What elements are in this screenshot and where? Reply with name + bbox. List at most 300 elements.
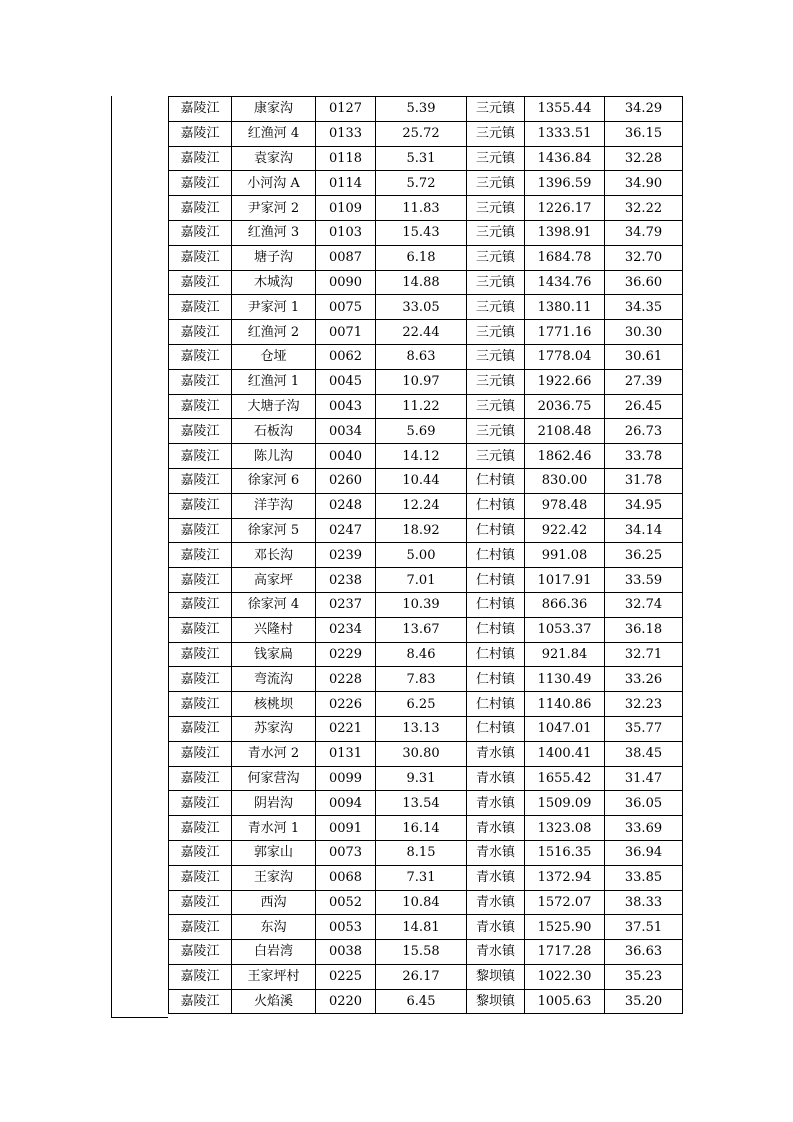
- table-row: [169, 716, 683, 741]
- table-row: [169, 518, 683, 543]
- town-cell: 青水镇: [467, 766, 525, 791]
- town-cell: 仁村镇: [467, 592, 525, 617]
- town-cell: 青水镇: [467, 791, 525, 816]
- name-cell: 核桃坝: [232, 692, 316, 717]
- length-cell: 1017.91: [525, 568, 605, 593]
- slope-cell: 26.73: [605, 419, 683, 444]
- length-cell: 1572.07: [525, 890, 605, 915]
- table-row: [169, 97, 683, 122]
- table-row: [169, 444, 683, 469]
- name-cell: 石板沟: [232, 419, 316, 444]
- town-cell: 仁村镇: [467, 518, 525, 543]
- table-row: [169, 915, 683, 940]
- area-cell: 10.97: [376, 369, 467, 394]
- table-row: [169, 617, 683, 642]
- length-cell: 1022.30: [525, 964, 605, 989]
- name-cell: 阴岩沟: [232, 791, 316, 816]
- basin-cell: 嘉陵江: [169, 692, 232, 717]
- length-cell: 1509.09: [525, 791, 605, 816]
- area-cell: 14.12: [376, 444, 467, 469]
- slope-cell: 36.25: [605, 543, 683, 568]
- table-row: [169, 568, 683, 593]
- area-cell: 13.54: [376, 791, 467, 816]
- length-cell: 1655.42: [525, 766, 605, 791]
- town-cell: 仁村镇: [467, 468, 525, 493]
- table-row: [169, 245, 683, 270]
- basin-cell: 嘉陵江: [169, 741, 232, 766]
- area-cell: 11.83: [376, 196, 467, 221]
- length-cell: 1516.35: [525, 840, 605, 865]
- slope-cell: 30.30: [605, 320, 683, 345]
- area-cell: 5.31: [376, 146, 467, 171]
- area-cell: 30.80: [376, 741, 467, 766]
- basin-cell: 嘉陵江: [169, 295, 232, 320]
- town-cell: 三元镇: [467, 245, 525, 270]
- basin-cell: 嘉陵江: [169, 840, 232, 865]
- basin-cell: 嘉陵江: [169, 667, 232, 692]
- table-row: [169, 543, 683, 568]
- outer-merged-column-left-border: [111, 96, 112, 1018]
- code-cell: 0226: [316, 692, 376, 717]
- name-cell: 陈儿沟: [232, 444, 316, 469]
- code-cell: 0127: [316, 97, 376, 122]
- basin-cell: 嘉陵江: [169, 320, 232, 345]
- name-cell: 青水河 2: [232, 741, 316, 766]
- code-cell: 0234: [316, 617, 376, 642]
- slope-cell: 37.51: [605, 915, 683, 940]
- town-cell: 三元镇: [467, 344, 525, 369]
- table-row: [169, 592, 683, 617]
- code-cell: 0071: [316, 320, 376, 345]
- length-cell: 1130.49: [525, 667, 605, 692]
- code-cell: 0053: [316, 915, 376, 940]
- slope-cell: 34.29: [605, 97, 683, 122]
- name-cell: 徐家河 4: [232, 592, 316, 617]
- length-cell: 1355.44: [525, 97, 605, 122]
- basin-cell: 嘉陵江: [169, 493, 232, 518]
- code-cell: 0228: [316, 667, 376, 692]
- basin-cell: 嘉陵江: [169, 270, 232, 295]
- basin-cell: 嘉陵江: [169, 617, 232, 642]
- code-cell: 0221: [316, 716, 376, 741]
- name-cell: 袁家沟: [232, 146, 316, 171]
- slope-cell: 36.15: [605, 121, 683, 146]
- town-cell: 仁村镇: [467, 617, 525, 642]
- slope-cell: 35.20: [605, 989, 683, 1014]
- town-cell: 三元镇: [467, 146, 525, 171]
- name-cell: 青水河 1: [232, 816, 316, 841]
- town-cell: 仁村镇: [467, 667, 525, 692]
- basin-cell: 嘉陵江: [169, 865, 232, 890]
- table-row: [169, 865, 683, 890]
- code-cell: 0090: [316, 270, 376, 295]
- town-cell: 三元镇: [467, 97, 525, 122]
- town-cell: 仁村镇: [467, 642, 525, 667]
- code-cell: 0034: [316, 419, 376, 444]
- area-cell: 8.63: [376, 344, 467, 369]
- slope-cell: 36.60: [605, 270, 683, 295]
- basin-cell: 嘉陵江: [169, 394, 232, 419]
- area-cell: 14.88: [376, 270, 467, 295]
- slope-cell: 34.35: [605, 295, 683, 320]
- name-cell: 徐家河 5: [232, 518, 316, 543]
- town-cell: 三元镇: [467, 220, 525, 245]
- name-cell: 苏家沟: [232, 716, 316, 741]
- area-cell: 8.15: [376, 840, 467, 865]
- town-cell: 三元镇: [467, 444, 525, 469]
- basin-cell: 嘉陵江: [169, 915, 232, 940]
- area-cell: 8.46: [376, 642, 467, 667]
- name-cell: 白岩湾: [232, 940, 316, 965]
- table-row: [169, 642, 683, 667]
- name-cell: 东沟: [232, 915, 316, 940]
- table-row: [169, 146, 683, 171]
- code-cell: 0075: [316, 295, 376, 320]
- name-cell: 钱家扁: [232, 642, 316, 667]
- name-cell: 洋芋沟: [232, 493, 316, 518]
- name-cell: 王家坪村: [232, 964, 316, 989]
- table-row: [169, 940, 683, 965]
- table-row: [169, 121, 683, 146]
- town-cell: 青水镇: [467, 865, 525, 890]
- basin-cell: 嘉陵江: [169, 444, 232, 469]
- slope-cell: 32.22: [605, 196, 683, 221]
- length-cell: 1778.04: [525, 344, 605, 369]
- basin-cell: 嘉陵江: [169, 146, 232, 171]
- code-cell: 0103: [316, 220, 376, 245]
- code-cell: 0114: [316, 171, 376, 196]
- slope-cell: 33.78: [605, 444, 683, 469]
- town-cell: 三元镇: [467, 295, 525, 320]
- watershed-data-table: [168, 96, 683, 1014]
- area-cell: 6.18: [376, 245, 467, 270]
- table-row: [169, 816, 683, 841]
- basin-cell: 嘉陵江: [169, 940, 232, 965]
- name-cell: 兴隆村: [232, 617, 316, 642]
- table-row: [169, 295, 683, 320]
- town-cell: 青水镇: [467, 890, 525, 915]
- slope-cell: 34.90: [605, 171, 683, 196]
- code-cell: 0237: [316, 592, 376, 617]
- town-cell: 三元镇: [467, 171, 525, 196]
- slope-cell: 33.85: [605, 865, 683, 890]
- code-cell: 0040: [316, 444, 376, 469]
- name-cell: 康家沟: [232, 97, 316, 122]
- name-cell: 西沟: [232, 890, 316, 915]
- basin-cell: 嘉陵江: [169, 816, 232, 841]
- slope-cell: 38.33: [605, 890, 683, 915]
- slope-cell: 33.59: [605, 568, 683, 593]
- name-cell: 塘子沟: [232, 245, 316, 270]
- name-cell: 火焰溪: [232, 989, 316, 1014]
- basin-cell: 嘉陵江: [169, 121, 232, 146]
- name-cell: 邓长沟: [232, 543, 316, 568]
- length-cell: 1434.76: [525, 270, 605, 295]
- slope-cell: 32.70: [605, 245, 683, 270]
- code-cell: 0109: [316, 196, 376, 221]
- name-cell: 弯流沟: [232, 667, 316, 692]
- slope-cell: 26.45: [605, 394, 683, 419]
- name-cell: 红渔河 3: [232, 220, 316, 245]
- basin-cell: 嘉陵江: [169, 468, 232, 493]
- table-row: [169, 493, 683, 518]
- code-cell: 0225: [316, 964, 376, 989]
- area-cell: 26.17: [376, 964, 467, 989]
- name-cell: 红渔河 2: [232, 320, 316, 345]
- length-cell: 991.08: [525, 543, 605, 568]
- basin-cell: 嘉陵江: [169, 568, 232, 593]
- length-cell: 1862.46: [525, 444, 605, 469]
- table-row: [169, 270, 683, 295]
- slope-cell: 32.28: [605, 146, 683, 171]
- area-cell: 10.39: [376, 592, 467, 617]
- code-cell: 0239: [316, 543, 376, 568]
- length-cell: 921.84: [525, 642, 605, 667]
- table-row: [169, 196, 683, 221]
- table-row: [169, 468, 683, 493]
- area-cell: 10.84: [376, 890, 467, 915]
- slope-cell: 33.26: [605, 667, 683, 692]
- table-row: [169, 964, 683, 989]
- area-cell: 5.00: [376, 543, 467, 568]
- area-cell: 16.14: [376, 816, 467, 841]
- slope-cell: 31.78: [605, 468, 683, 493]
- table-row: [169, 989, 683, 1014]
- name-cell: 红渔河 1: [232, 369, 316, 394]
- area-cell: 10.44: [376, 468, 467, 493]
- length-cell: 1922.66: [525, 369, 605, 394]
- length-cell: 1396.59: [525, 171, 605, 196]
- length-cell: 866.36: [525, 592, 605, 617]
- slope-cell: 32.23: [605, 692, 683, 717]
- code-cell: 0062: [316, 344, 376, 369]
- basin-cell: 嘉陵江: [169, 543, 232, 568]
- slope-cell: 32.74: [605, 592, 683, 617]
- code-cell: 0043: [316, 394, 376, 419]
- table-row: [169, 171, 683, 196]
- code-cell: 0118: [316, 146, 376, 171]
- area-cell: 15.43: [376, 220, 467, 245]
- name-cell: 仓垭: [232, 344, 316, 369]
- area-cell: 12.24: [376, 493, 467, 518]
- code-cell: 0238: [316, 568, 376, 593]
- area-cell: 18.92: [376, 518, 467, 543]
- table-row: [169, 344, 683, 369]
- name-cell: 尹家河 1: [232, 295, 316, 320]
- basin-cell: 嘉陵江: [169, 344, 232, 369]
- town-cell: 仁村镇: [467, 692, 525, 717]
- area-cell: 33.05: [376, 295, 467, 320]
- area-cell: 5.72: [376, 171, 467, 196]
- length-cell: 1333.51: [525, 121, 605, 146]
- area-cell: 15.58: [376, 940, 467, 965]
- length-cell: 830.00: [525, 468, 605, 493]
- length-cell: 1380.11: [525, 295, 605, 320]
- town-cell: 三元镇: [467, 270, 525, 295]
- code-cell: 0247: [316, 518, 376, 543]
- length-cell: 1140.86: [525, 692, 605, 717]
- area-cell: 7.83: [376, 667, 467, 692]
- length-cell: 1436.84: [525, 146, 605, 171]
- slope-cell: 36.94: [605, 840, 683, 865]
- basin-cell: 嘉陵江: [169, 419, 232, 444]
- code-cell: 0038: [316, 940, 376, 965]
- length-cell: 1372.94: [525, 865, 605, 890]
- town-cell: 仁村镇: [467, 493, 525, 518]
- code-cell: 0133: [316, 121, 376, 146]
- code-cell: 0094: [316, 791, 376, 816]
- area-cell: 13.13: [376, 716, 467, 741]
- outer-merged-column-bottom-border: [111, 1017, 168, 1018]
- town-cell: 三元镇: [467, 419, 525, 444]
- area-cell: 14.81: [376, 915, 467, 940]
- area-cell: 25.72: [376, 121, 467, 146]
- slope-cell: 30.61: [605, 344, 683, 369]
- length-cell: 1053.37: [525, 617, 605, 642]
- slope-cell: 34.95: [605, 493, 683, 518]
- name-cell: 郭家山: [232, 840, 316, 865]
- table-row: [169, 667, 683, 692]
- table-row: [169, 766, 683, 791]
- town-cell: 黎坝镇: [467, 989, 525, 1014]
- town-cell: 三元镇: [467, 121, 525, 146]
- length-cell: 978.48: [525, 493, 605, 518]
- slope-cell: 36.63: [605, 940, 683, 965]
- length-cell: 1398.91: [525, 220, 605, 245]
- length-cell: 922.42: [525, 518, 605, 543]
- table-row: [169, 692, 683, 717]
- town-cell: 青水镇: [467, 741, 525, 766]
- town-cell: 青水镇: [467, 940, 525, 965]
- name-cell: 高家坪: [232, 568, 316, 593]
- town-cell: 仁村镇: [467, 568, 525, 593]
- slope-cell: 35.23: [605, 964, 683, 989]
- basin-cell: 嘉陵江: [169, 245, 232, 270]
- code-cell: 0068: [316, 865, 376, 890]
- town-cell: 黎坝镇: [467, 964, 525, 989]
- length-cell: 2036.75: [525, 394, 605, 419]
- area-cell: 9.31: [376, 766, 467, 791]
- length-cell: 1323.08: [525, 816, 605, 841]
- table-body: [169, 97, 683, 1014]
- length-cell: 2108.48: [525, 419, 605, 444]
- basin-cell: 嘉陵江: [169, 890, 232, 915]
- slope-cell: 34.79: [605, 220, 683, 245]
- area-cell: 5.39: [376, 97, 467, 122]
- area-cell: 5.69: [376, 419, 467, 444]
- code-cell: 0229: [316, 642, 376, 667]
- town-cell: 青水镇: [467, 840, 525, 865]
- slope-cell: 34.14: [605, 518, 683, 543]
- basin-cell: 嘉陵江: [169, 791, 232, 816]
- length-cell: 1717.28: [525, 940, 605, 965]
- basin-cell: 嘉陵江: [169, 518, 232, 543]
- town-cell: 青水镇: [467, 915, 525, 940]
- basin-cell: 嘉陵江: [169, 964, 232, 989]
- town-cell: 青水镇: [467, 816, 525, 841]
- slope-cell: 33.69: [605, 816, 683, 841]
- table-row: [169, 419, 683, 444]
- slope-cell: 36.18: [605, 617, 683, 642]
- name-cell: 尹家河 2: [232, 196, 316, 221]
- length-cell: 1684.78: [525, 245, 605, 270]
- code-cell: 0091: [316, 816, 376, 841]
- slope-cell: 38.45: [605, 741, 683, 766]
- code-cell: 0131: [316, 741, 376, 766]
- code-cell: 0052: [316, 890, 376, 915]
- code-cell: 0073: [316, 840, 376, 865]
- name-cell: 王家沟: [232, 865, 316, 890]
- table-row: [169, 369, 683, 394]
- basin-cell: 嘉陵江: [169, 220, 232, 245]
- slope-cell: 35.77: [605, 716, 683, 741]
- code-cell: 0045: [316, 369, 376, 394]
- code-cell: 0087: [316, 245, 376, 270]
- slope-cell: 36.05: [605, 791, 683, 816]
- area-cell: 22.44: [376, 320, 467, 345]
- code-cell: 0220: [316, 989, 376, 1014]
- name-cell: 大塘子沟: [232, 394, 316, 419]
- table-row: [169, 394, 683, 419]
- length-cell: 1226.17: [525, 196, 605, 221]
- area-cell: 11.22: [376, 394, 467, 419]
- name-cell: 红渔河 4: [232, 121, 316, 146]
- table-row: [169, 890, 683, 915]
- slope-cell: 31.47: [605, 766, 683, 791]
- code-cell: 0248: [316, 493, 376, 518]
- table-row: [169, 320, 683, 345]
- length-cell: 1771.16: [525, 320, 605, 345]
- length-cell: 1047.01: [525, 716, 605, 741]
- basin-cell: 嘉陵江: [169, 369, 232, 394]
- basin-cell: 嘉陵江: [169, 171, 232, 196]
- area-cell: 7.31: [376, 865, 467, 890]
- table-row: [169, 791, 683, 816]
- area-cell: 13.67: [376, 617, 467, 642]
- name-cell: 小河沟 A: [232, 171, 316, 196]
- table-row: [169, 220, 683, 245]
- area-cell: 7.01: [376, 568, 467, 593]
- code-cell: 0260: [316, 468, 376, 493]
- town-cell: 三元镇: [467, 320, 525, 345]
- basin-cell: 嘉陵江: [169, 642, 232, 667]
- area-cell: 6.25: [376, 692, 467, 717]
- code-cell: 0099: [316, 766, 376, 791]
- slope-cell: 32.71: [605, 642, 683, 667]
- length-cell: 1005.63: [525, 989, 605, 1014]
- basin-cell: 嘉陵江: [169, 196, 232, 221]
- table-row: [169, 741, 683, 766]
- basin-cell: 嘉陵江: [169, 592, 232, 617]
- slope-cell: 27.39: [605, 369, 683, 394]
- name-cell: 木城沟: [232, 270, 316, 295]
- name-cell: 何家营沟: [232, 766, 316, 791]
- town-cell: 三元镇: [467, 369, 525, 394]
- basin-cell: 嘉陵江: [169, 989, 232, 1014]
- length-cell: 1525.90: [525, 915, 605, 940]
- town-cell: 仁村镇: [467, 716, 525, 741]
- length-cell: 1400.41: [525, 741, 605, 766]
- town-cell: 仁村镇: [467, 543, 525, 568]
- basin-cell: 嘉陵江: [169, 716, 232, 741]
- basin-cell: 嘉陵江: [169, 97, 232, 122]
- town-cell: 三元镇: [467, 394, 525, 419]
- area-cell: 6.45: [376, 989, 467, 1014]
- table-row: [169, 840, 683, 865]
- basin-cell: 嘉陵江: [169, 766, 232, 791]
- town-cell: 三元镇: [467, 196, 525, 221]
- name-cell: 徐家河 6: [232, 468, 316, 493]
